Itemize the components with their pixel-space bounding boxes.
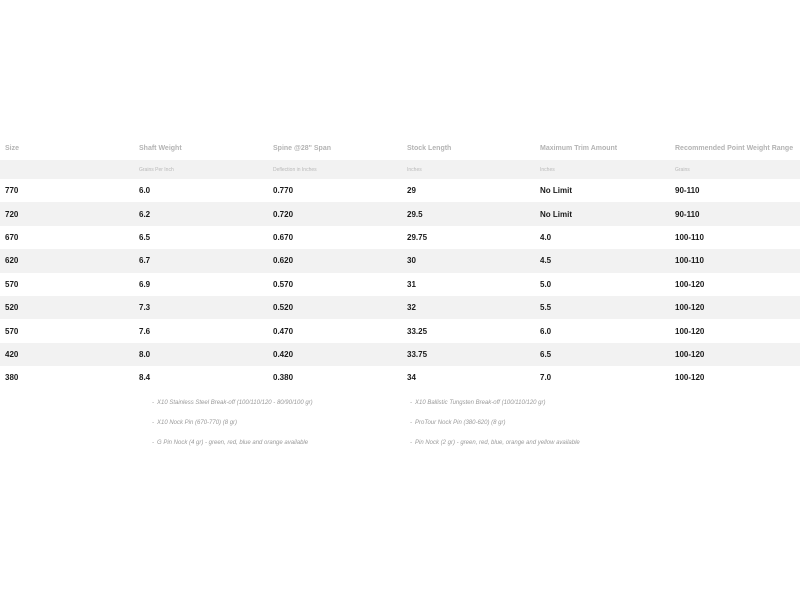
cell-stock-length: 33.25 xyxy=(407,326,428,336)
table-row xyxy=(0,226,800,249)
units-row xyxy=(0,160,800,179)
cell-point-weight: 100-120 xyxy=(670,343,800,366)
cell-shaft-weight: 6.0 xyxy=(139,186,151,196)
cell-stock-length: 33.75 xyxy=(402,343,535,366)
note-text: G Pin Nock (4 gr) - green, red, blue and orange available xyxy=(157,440,309,446)
unit-stock-length: Inches xyxy=(402,160,535,179)
arrow-spec-table xyxy=(0,137,800,390)
table-header xyxy=(0,137,800,179)
cell-point-weight: 90-110 xyxy=(675,186,700,196)
table-body xyxy=(0,179,800,390)
cell-shaft-weight: 6.5 xyxy=(139,232,151,242)
cell-spine: 0.720 xyxy=(268,202,402,225)
cell-max-trim: 4.5 xyxy=(535,249,670,272)
unit-point-weight: Grains xyxy=(670,160,800,179)
cell-shaft-weight: 6.9 xyxy=(139,279,151,289)
cell-size: 570 xyxy=(5,326,19,336)
accessory-notes-left xyxy=(152,398,313,458)
list-item xyxy=(152,418,313,438)
cell-shaft-weight: 8.0 xyxy=(134,343,268,366)
cell-max-trim: 7.0 xyxy=(540,373,552,383)
cell-stock-length: 34 xyxy=(407,373,416,383)
table-row xyxy=(0,179,800,202)
accessory-notes-right xyxy=(410,398,580,458)
cell-size: 380 xyxy=(5,373,19,383)
cell-size: 670 xyxy=(5,232,19,242)
header-stock-length: Stock Length xyxy=(407,145,452,152)
cell-max-trim: 6.5 xyxy=(535,343,670,366)
cell-max-trim: 5.0 xyxy=(540,279,552,289)
cell-point-weight: 100-120 xyxy=(675,373,705,383)
cell-size: 520 xyxy=(0,296,134,319)
cell-shaft-weight: 7.3 xyxy=(134,296,268,319)
table-row xyxy=(0,366,800,389)
cell-spine: 0.770 xyxy=(273,186,294,196)
cell-shaft-weight: 7.6 xyxy=(139,326,151,336)
cell-stock-length: 31 xyxy=(407,279,416,289)
table-row xyxy=(0,273,800,296)
list-item xyxy=(410,418,580,438)
cell-spine: 0.570 xyxy=(273,279,294,289)
bullet-dash: - xyxy=(152,440,154,446)
cell-size: 420 xyxy=(0,343,134,366)
note-text: X10 Stainless Steel Break-off (100/110/120 - 80/90/100 gr) xyxy=(157,400,313,406)
unit-max-trim: Inches xyxy=(535,160,670,179)
cell-max-trim: No Limit xyxy=(535,202,670,225)
cell-stock-length: 30 xyxy=(402,249,535,272)
cell-stock-length: 32 xyxy=(402,296,535,319)
cell-point-weight: 100-110 xyxy=(675,232,704,242)
cell-point-weight: 90-110 xyxy=(670,202,800,225)
cell-shaft-weight: 8.4 xyxy=(139,373,151,383)
cell-spine: 0.420 xyxy=(268,343,402,366)
cell-shaft-weight: 6.2 xyxy=(134,202,268,225)
cell-point-weight: 100-120 xyxy=(675,279,705,289)
header-size: Size xyxy=(5,145,20,152)
cell-max-trim: 5.5 xyxy=(535,296,670,319)
header-shaft-weight: Shaft Weight xyxy=(139,145,182,152)
bullet-dash: - xyxy=(410,420,412,426)
header-max-trim: Maximum Trim Amount xyxy=(540,145,618,152)
unit-size xyxy=(0,160,134,179)
header-spine: Spine @28" Span xyxy=(273,145,331,152)
cell-size: 770 xyxy=(5,186,19,196)
cell-size: 620 xyxy=(0,249,134,272)
note-text: X10 Nock Pin (670-770) (8 gr) xyxy=(157,420,238,426)
header-point-weight: Recommended Point Weight Range xyxy=(675,145,794,152)
table-row xyxy=(0,202,800,225)
bullet-dash: - xyxy=(152,420,154,426)
list-item xyxy=(152,438,313,458)
unit-spine: Deflection in Inches xyxy=(268,160,402,179)
cell-stock-length: 29.5 xyxy=(402,202,535,225)
note-text: Pin Nock (2 gr) - green, red, blue, orange and yellow available xyxy=(415,440,580,446)
header-row xyxy=(0,137,800,160)
cell-spine: 0.380 xyxy=(273,373,294,383)
cell-spine: 0.670 xyxy=(273,232,294,242)
cell-stock-length: 29.75 xyxy=(407,232,428,242)
cell-point-weight: 100-110 xyxy=(670,249,800,272)
cell-max-trim: No Limit xyxy=(540,186,572,196)
table-row xyxy=(0,319,800,342)
cell-spine: 0.470 xyxy=(273,326,294,336)
cell-max-trim: 6.0 xyxy=(540,326,552,336)
cell-point-weight: 100-120 xyxy=(675,326,705,336)
table-row xyxy=(0,249,800,272)
cell-size: 570 xyxy=(5,279,19,289)
list-item xyxy=(410,438,580,458)
note-text: X10 Ballistic Tungsten Break-off (100/110/120 gr) xyxy=(415,400,546,406)
list-item xyxy=(410,398,580,418)
table-row xyxy=(0,343,800,366)
cell-size: 720 xyxy=(0,202,134,225)
cell-max-trim: 4.0 xyxy=(540,232,552,242)
cell-spine: 0.520 xyxy=(268,296,402,319)
cell-stock-length: 29 xyxy=(407,186,416,196)
note-text: ProTour Nock Pin (380-620) (8 gr) xyxy=(415,420,506,426)
bullet-dash: - xyxy=(152,400,154,406)
bullet-dash: - xyxy=(410,440,412,446)
list-item xyxy=(152,398,313,418)
cell-spine: 0.620 xyxy=(268,249,402,272)
cell-shaft-weight: 6.7 xyxy=(134,249,268,272)
table-row xyxy=(0,296,800,319)
unit-shaft-weight: Grains Per Inch xyxy=(134,160,268,179)
cell-point-weight: 100-120 xyxy=(670,296,800,319)
bullet-dash: - xyxy=(410,400,412,406)
